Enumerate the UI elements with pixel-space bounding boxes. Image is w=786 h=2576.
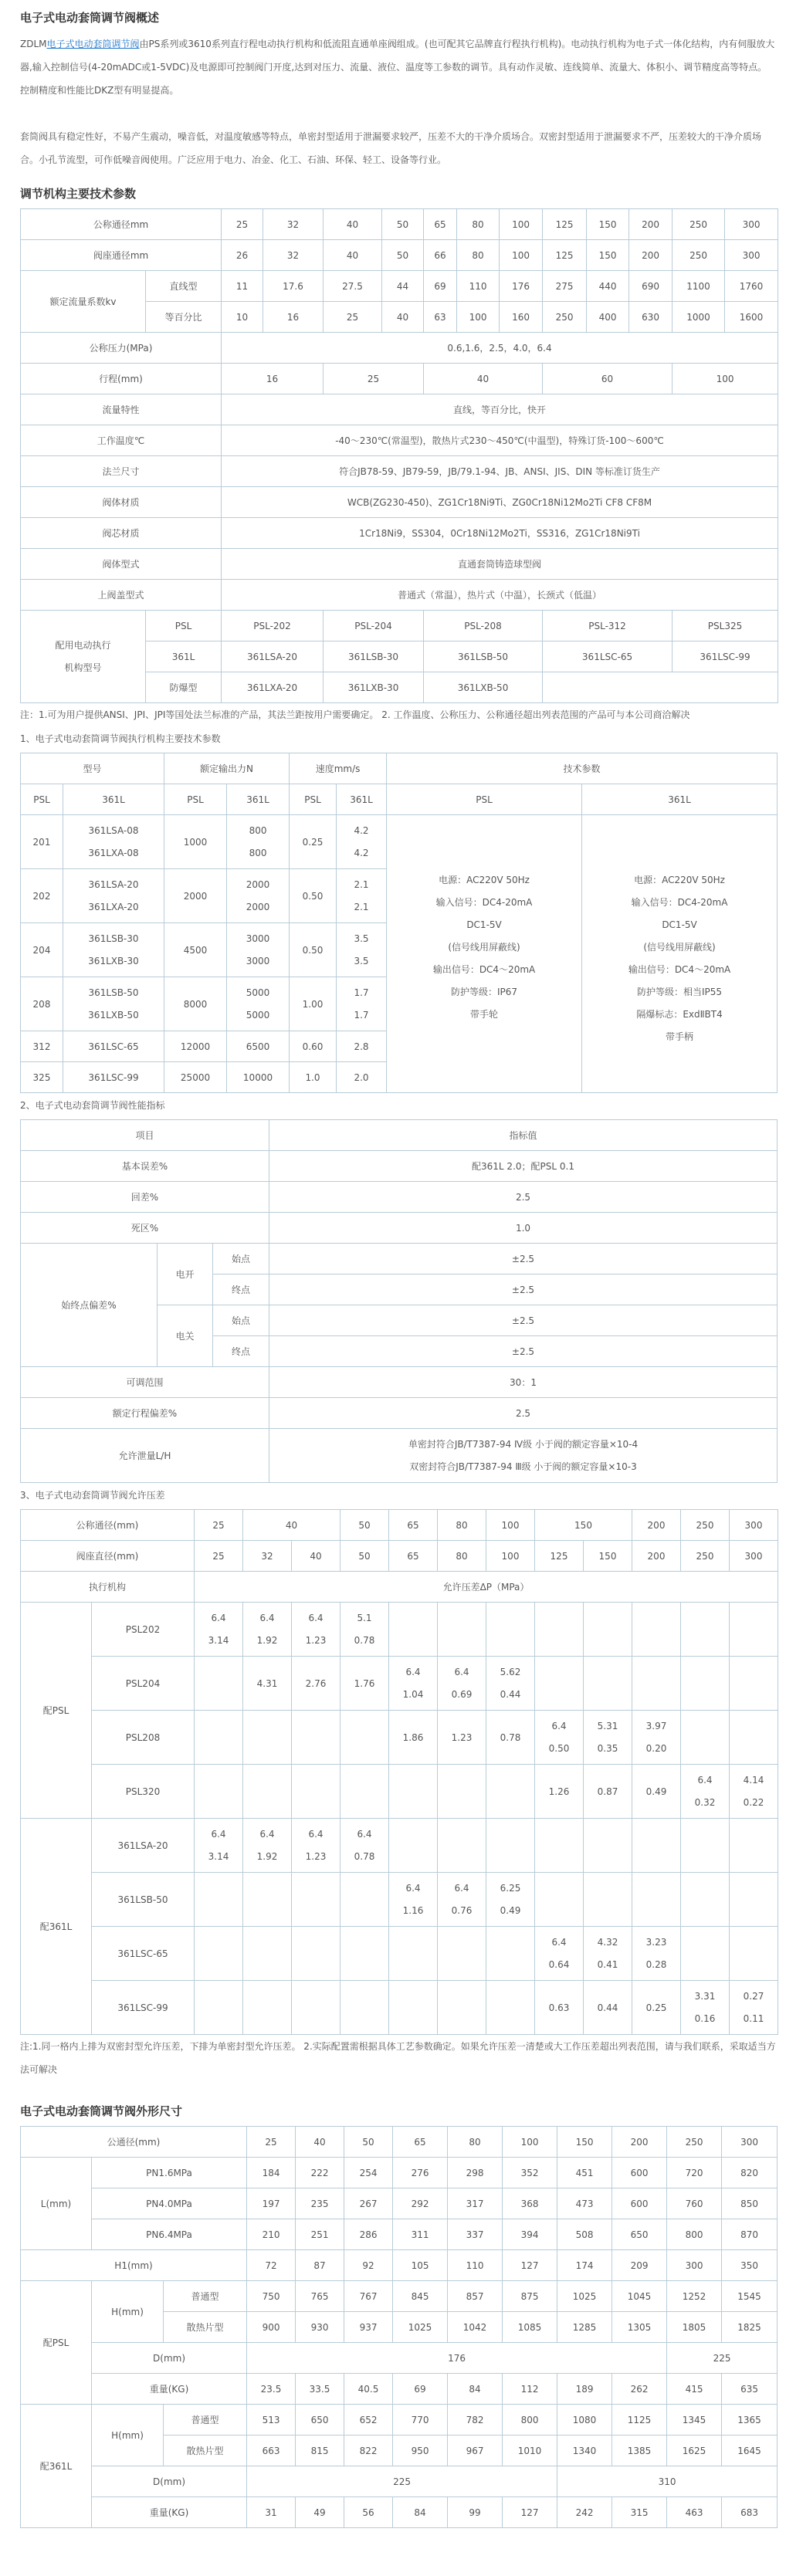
dp-cell: 6.4 1.23: [292, 1603, 340, 1657]
dp-cell: [486, 1765, 535, 1819]
actuator-model: 361LSA-20: [92, 1819, 195, 1873]
table-row: 允许泄量L/H 单密封符合JB/T7387-94 Ⅳ级 小于阀的额定容量×10-4 双密封符合JB/T7387-94 Ⅲ级 小于阀的额定容量×10-3: [21, 1429, 778, 1483]
dp-cell: [681, 1711, 730, 1765]
dp-cell: 2.76: [292, 1657, 340, 1711]
actuator-model: PSL320: [92, 1765, 195, 1819]
dp-cell: [340, 1711, 389, 1765]
params-title: 调节机构主要技术参数: [20, 187, 137, 201]
actuator-title: 1、电子式电动套筒调节阀执行机构主要技术参数: [20, 733, 221, 744]
dp-cell: 6.4 3.14: [195, 1603, 243, 1657]
table-row: 额定流量系数kv 直线型 11 17.6 27.5 44 69 110 176 275 440 690 1100 1760: [21, 271, 778, 302]
actuator-model: 361LSC-99: [92, 1981, 195, 2035]
dp-cell: [243, 1873, 292, 1927]
dp-cell: 5.62 0.44: [486, 1657, 535, 1711]
dp-cell: [340, 1873, 389, 1927]
table-row: 基本误差% 配361L 2.0；配PSL 0.1: [21, 1151, 778, 1182]
dp-note: 注:1.同一格内上排为双密封型允许压差，下排为单密封型允许压差。 2.实际配置需根据具体工艺参数确定。如果允许压差一清楚或大工作压差超出列表范围，请与我们联系，采取适当方法可解决: [20, 2041, 776, 2075]
table-row: [21, 1819, 778, 1873]
tech-361l: 电源：AC220V 50Hz 输入信号：DC4-20mA DC1-5V (信号线用屏蔽线) 输出信号：DC4～20mA 防护等级：相当IP55 隔爆标志：ExdⅡBT4 带手柄: [582, 815, 778, 1093]
table-row: 公称通径(mm) 25 40 50 65 80 100 150 200 250 300: [21, 1510, 778, 1541]
dp-cell: [730, 1711, 778, 1765]
table-row: PSL 361L PSL 361L PSL 361L PSL 361L: [21, 784, 778, 815]
dp-cell: 0.87: [584, 1765, 632, 1819]
dp-cell: [584, 1873, 632, 1927]
table-row: 配用电动执行 机构型号 PSL PSL-202 PSL-204 PSL-208 PSL-312 PSL325: [21, 611, 778, 641]
table-row: 阀座通径mm 26 32 40 50 66 80 100 125 150 200 250 300: [21, 240, 778, 271]
actuator-label: 配用电动执行 机构型号: [21, 611, 146, 703]
dp-cell: [340, 1927, 389, 1981]
actuator-table: [20, 753, 778, 1093]
dp-cell: 3.31 0.16: [681, 1981, 730, 2035]
table-row: 行程(mm) 16 25 40 60 100: [21, 364, 778, 394]
dp-cell: 6.4 0.32: [681, 1765, 730, 1819]
table-row: 阀芯材质 1Cr18Ni9，SS304，0Cr18Ni12Mo2Ti，SS316，ZG1Cr18Ni9Ti: [21, 518, 778, 549]
dp-cell: [486, 1819, 535, 1873]
dp-cell: [681, 1603, 730, 1657]
dp-cell: [292, 1765, 340, 1819]
dp-cell: [243, 1765, 292, 1819]
table-row: 204 361LSB-30 361LXB-30 4500 3000 3000 0.50 3.5 3.5: [21, 923, 778, 977]
table-row: 阀座直径(mm) 25 32 40 50 65 80 100 125 150 200 250 300: [21, 1541, 778, 1572]
dp-cell: 0.25: [632, 1981, 681, 2035]
table-row: L(mm) PN1.6MPa 184 222 254 276 298 352 451 600 720 820: [21, 2158, 778, 2188]
dp-cell: 0.49: [632, 1765, 681, 1819]
dp-cell: 6.4 0.78: [340, 1819, 389, 1873]
table-row: 325 361LSC-99 25000 10000 1.0 2.0: [21, 1062, 778, 1093]
dp-cell: [292, 1873, 340, 1927]
table-row: 201 361LSA-08 361LXA-08 1000 800 800 0.25 4.2 4.2 电源：AC220V 50Hz 输入信号：DC4-20mA DC1-5V (信号线用屏蔽线) 输出信号：DC4～20mA 防护等级：IP67 带手轮 电源：AC220V 50Hz 输入信号：DC4-20mA DC1-5V (信号线用屏蔽线) 输出信号：DC4～20mA 防护等级：相当IP55 隔爆标志：ExdⅡBT4 带手柄: [21, 815, 778, 869]
dp-cell: [730, 1819, 778, 1873]
dp-cell: [389, 1927, 438, 1981]
table-row: 型号 额定输出力N 速度mm/s 技术参数: [21, 753, 778, 784]
table-row: 工作温度℃ -40～230℃(常温型)，散热片式230～450℃(中温型)，特殊订货-100～600℃: [21, 425, 778, 456]
dp-cell: [584, 1603, 632, 1657]
dp-cell: 0.78: [486, 1711, 535, 1765]
table-row: 361L 361LSA-20 361LSB-30 361LSB-50 361LSC-65 361LSC-99: [21, 641, 778, 672]
dp-cell: [730, 1873, 778, 1927]
dp-cell: [438, 1603, 486, 1657]
dp-cell: [389, 1981, 438, 2035]
dp-cell: 0.63: [535, 1981, 584, 2035]
table-row: [21, 1711, 778, 1765]
dp-cell: 5.1 0.78: [340, 1603, 389, 1657]
table-row: D(mm) 176 225: [21, 2343, 778, 2374]
dp-cell: [243, 1711, 292, 1765]
table-row: [21, 1603, 778, 1657]
dp-cell: [292, 1927, 340, 1981]
table-row: 208 361LSB-50 361LXB-50 8000 5000 5000 1.00 1.7 1.7: [21, 977, 778, 1031]
dp-cell: [535, 1603, 584, 1657]
dp-cell: [584, 1657, 632, 1711]
dp-cell: [681, 1927, 730, 1981]
table-row: 散热片型 663 815 822 950 967 1010 1340 1385 1625 1645: [21, 2436, 778, 2466]
dp-cell: 0.27 0.11: [730, 1981, 778, 2035]
overview-paragraph-1: [20, 32, 776, 102]
table-row: 可调范围 30：1: [21, 1367, 778, 1398]
table-row: 上阀盖型式 普通式（常温），热片式（中温），长颈式（低温）: [21, 580, 778, 611]
group-label: 配361L: [21, 1819, 92, 2035]
table-row: 电关 始点 ±2.5: [21, 1305, 778, 1336]
table-row: 重量(KG) 23.5 33.5 40.5 69 84 112 189 262 415 635: [21, 2374, 778, 2405]
actuator-model: 361LSC-65: [92, 1927, 195, 1981]
dp-cell: 1.86: [389, 1711, 438, 1765]
table-row: 始终点偏差% 电开 始点 ±2.5: [21, 1244, 778, 1274]
dims-title: 电子式电动套筒调节阀外形尺寸: [20, 2104, 183, 2118]
dp-cell: [535, 1819, 584, 1873]
dp-cell: 6.25 0.49: [486, 1873, 535, 1927]
dp-cell: [632, 1819, 681, 1873]
params-note: 注：1.可为用户提供ANSI、JPI、JPI等国处法兰标准的产品，其法兰距按用户需要确定。 2. 工作温度、公称压力、公称通径超出列表范围的产品可与本公司商洽解决: [20, 709, 690, 720]
dp-cell: [292, 1981, 340, 2035]
dp-cell: [730, 1603, 778, 1657]
table-row: 公称通径mm 25 32 40 50 65 80 100 125 150 200 250 300: [21, 209, 778, 240]
table-row: D(mm) 225 310: [21, 2466, 778, 2497]
actuator-model: PSL208: [92, 1711, 195, 1765]
table-row: 配PSL H(mm) 普通型 750 765 767 845 857 875 1025 1045 1252 1545: [21, 2281, 778, 2312]
table-row: 终点 ±2.5: [21, 1336, 778, 1367]
table-row: 等百分比 10 16 25 40 63 100 160 250 400 630 1000 1600: [21, 302, 778, 333]
table-row: 312 361LSC-65 12000 6500 0.60 2.8: [21, 1031, 778, 1062]
overview-title: 电子式电动套筒调节阀概述: [20, 11, 160, 25]
dp-cell: [243, 1927, 292, 1981]
table-row: [21, 1765, 778, 1819]
dp-cell: [438, 1981, 486, 2035]
params-table: [20, 208, 778, 703]
table-row: 流量特性 直线，等百分比，快开: [21, 394, 778, 425]
dp-cell: [486, 1603, 535, 1657]
dp-cell: [195, 1873, 243, 1927]
dp-cell: 4.14 0.22: [730, 1765, 778, 1819]
table-row: H1(mm) 72 87 92 105 110 127 174 209 300 350: [21, 2250, 778, 2281]
table-row: 配361L H(mm) 普通型 513 650 652 770 782 800 1080 1125 1345 1365: [21, 2405, 778, 2436]
table-row: 死区% 1.0: [21, 1213, 778, 1244]
dp-cell: [243, 1981, 292, 2035]
table-row: 散热片型 900 930 937 1025 1042 1085 1285 1305 1805 1825: [21, 2312, 778, 2343]
table-row: 202 361LSA-20 361LXA-20 2000 2000 2000 0.50 2.1 2.1: [21, 869, 778, 923]
dp-cell: 6.4 1.92: [243, 1819, 292, 1873]
table-row: 公通径(mm) 25 40 50 65 80 100 150 200 250 300: [21, 2127, 778, 2158]
dp-cell: [584, 1819, 632, 1873]
table-row: [21, 1927, 778, 1981]
dp-cell: [632, 1873, 681, 1927]
dp-cell: 6.4 3.14: [195, 1819, 243, 1873]
dp-cell: 4.31: [243, 1657, 292, 1711]
table-row: 回差% 2.5: [21, 1182, 778, 1213]
product-link[interactable]: 电子式电动套筒调节阀: [46, 39, 140, 49]
table-row: 阀体型式 直通套筒铸造球型阀: [21, 549, 778, 580]
dp-cell: [195, 1927, 243, 1981]
dp-cell: 0.44: [584, 1981, 632, 2035]
dp-table: [20, 1509, 778, 2035]
dp-cell: [195, 1711, 243, 1765]
dp-cell: [681, 1819, 730, 1873]
dp-cell: 1.76: [340, 1657, 389, 1711]
dp-cell: [340, 1981, 389, 2035]
dp-cell: [486, 1981, 535, 2035]
dp-cell: [730, 1927, 778, 1981]
perf-table: [20, 1119, 778, 1483]
tech-psl: 电源：AC220V 50Hz 输入信号：DC4-20mA DC1-5V (信号线用屏蔽线) 输出信号：DC4～20mA 防护等级：IP67 带手轮: [387, 815, 582, 1093]
dp-cell: [535, 1873, 584, 1927]
overview-text: 由PS系列或3610系列直行程电动执行机构和低流阻直通单座阀组成。(也可配其它品牌直行程执行机构)。电动执行机构为电子式一体化结构，内有伺服放大器,输入控制信号(4-20mADC或1-5VDC)及电源即可控制阀门开度,达到对压力、流量、液位、温度等工参数的调节。具有动作灵敏、连线简单、流量大、体积小、调节精度高等特点。控制精度和性能比DKZ型有明显提高。: [20, 39, 775, 96]
table-row: 重量(KG) 31 49 56 84 99 127 242 315 463 683: [21, 2497, 778, 2528]
dp-cell: [438, 1927, 486, 1981]
dims-table: [20, 2126, 778, 2528]
dp-cell: [292, 1711, 340, 1765]
actuator-model: PSL204: [92, 1657, 195, 1711]
brand-prefix: ZDLM: [20, 39, 47, 49]
dp-title: 3、电子式电动套筒调节阀允许压差: [20, 1490, 165, 1501]
dp-cell: 3.23 0.28: [632, 1927, 681, 1981]
actuator-model: PSL202: [92, 1603, 195, 1657]
dp-cell: [389, 1819, 438, 1873]
dp-cell: [730, 1657, 778, 1711]
dp-cell: 6.4 0.69: [438, 1657, 486, 1711]
dp-cell: [389, 1765, 438, 1819]
table-row: PN6.4MPa 210 251 286 311 337 394 508 650 800 870: [21, 2219, 778, 2250]
dp-cell: 6.4 1.23: [292, 1819, 340, 1873]
group-label: 配PSL: [21, 1603, 92, 1819]
dp-cell: 6.4 1.16: [389, 1873, 438, 1927]
dp-cell: 6.4 1.92: [243, 1603, 292, 1657]
dp-cell: [438, 1819, 486, 1873]
overview-paragraph-2: 套筒阀具有稳定性好，不易产生震动，噪音低，对温度敏感等特点，单密封型适用于泄漏要求较严，压差不大的干净介质场合。双密封型适用于泄漏要求不严，压差较大的干净介质场合。小孔节流型，可作低噪音阀使用。广泛应用于电力、冶金、化工、石油、环保、轻工、设备等行业。: [20, 131, 762, 165]
table-row: [21, 1657, 778, 1711]
dp-cell: [195, 1981, 243, 2035]
perf-title: 2、电子式电动套筒调节阀性能指标: [20, 1100, 165, 1111]
table-row: 阀体材质 WCB(ZG230-450)、ZG1Cr18Ni9Ti、ZG0Cr18Ni12Mo2Ti CF8 CF8M: [21, 487, 778, 518]
table-row: 执行机构 允许压差ΔP（MPa）: [21, 1572, 778, 1603]
dp-cell: [195, 1765, 243, 1819]
dp-cell: [681, 1657, 730, 1711]
dp-cell: 5.31 0.35: [584, 1711, 632, 1765]
dp-cell: [389, 1603, 438, 1657]
table-row: 终点 ±2.5: [21, 1274, 778, 1305]
table-row: 额定行程偏差% 2.5: [21, 1398, 778, 1429]
dp-cell: [535, 1657, 584, 1711]
dp-psl-rows: [21, 1603, 778, 1819]
dp-cell: 6.4 0.50: [535, 1711, 584, 1765]
dp-cell: 4.32 0.41: [584, 1927, 632, 1981]
table-row: 项目 指标值: [21, 1120, 778, 1151]
actuator-model: 361LSB-50: [92, 1873, 195, 1927]
dp-cell: 3.97 0.20: [632, 1711, 681, 1765]
table-row: [21, 1981, 778, 2035]
dp-cell: 1.23: [438, 1711, 486, 1765]
dp-cell: [195, 1657, 243, 1711]
table-row: 公称压力(MPa) 0.6,1.6，2.5，4.0，6.4: [21, 333, 778, 364]
dp-cell: 6.4 0.64: [535, 1927, 584, 1981]
dp-cell: [681, 1873, 730, 1927]
dp-cell: 1.26: [535, 1765, 584, 1819]
dp-cell: [486, 1927, 535, 1981]
dp-cell: 6.4 0.76: [438, 1873, 486, 1927]
table-row: PN4.0MPa 197 235 267 292 317 368 473 600 760 850: [21, 2188, 778, 2219]
dp-cell: [632, 1657, 681, 1711]
table-row: 法兰尺寸 符合JB78-59、JB79-59，JB/79.1-94、JB、ANSI、JIS、DIN 等标准订货生产: [21, 456, 778, 487]
table-row: 防爆型 361LXA-20 361LXB-30 361LXB-50: [21, 672, 778, 703]
dp-361l-rows: [21, 1819, 778, 2035]
dp-cell: [632, 1603, 681, 1657]
dp-cell: [340, 1765, 389, 1819]
dp-cell: [438, 1765, 486, 1819]
table-row: [21, 1873, 778, 1927]
dp-cell: 6.4 1.04: [389, 1657, 438, 1711]
